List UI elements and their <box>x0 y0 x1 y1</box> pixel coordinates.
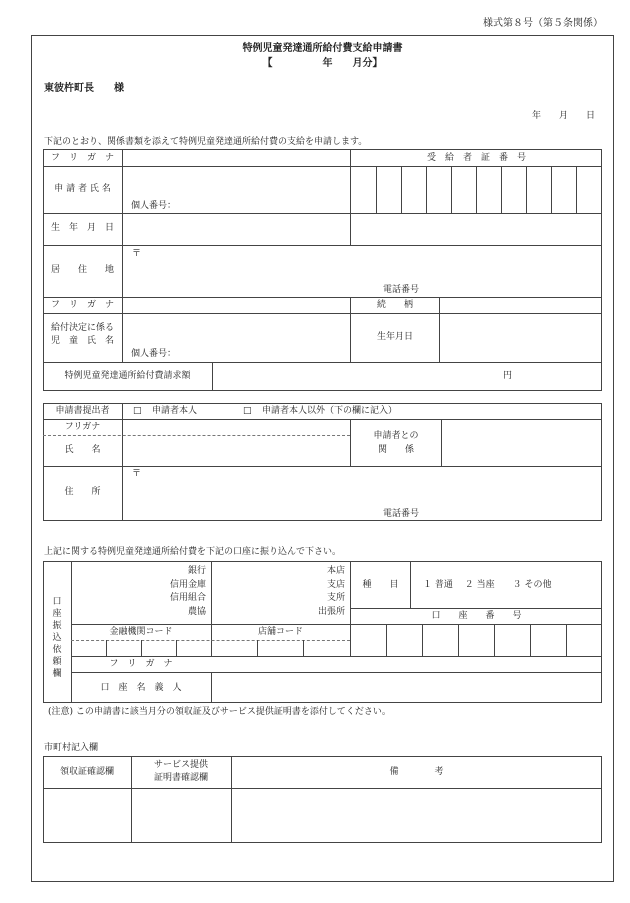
branch-type-branch: 支店 <box>326 580 345 590</box>
bank-side-label: 口座振込依頼欄 <box>52 597 62 679</box>
child-my-number-label: 個人番号： <box>131 349 177 359</box>
service-check-label-1: サービス提供 <box>153 760 208 770</box>
bank-intro-text: 上記に関する特例児童発達通所給付費を下記の口座に振り込んで下さい。 <box>44 547 342 557</box>
applicant-table <box>43 149 602 391</box>
phone-label: 電話番号 <box>383 285 420 295</box>
relationship-label: 続 柄 <box>376 300 413 310</box>
submitter-relation-label-1: 申請者との <box>373 431 419 441</box>
submitter-postal-mark: 〒 <box>132 469 142 479</box>
child-furigana-label: フ リ ガ ナ <box>50 300 114 310</box>
form-title: 特例児童発達通所給付費支給申請書 <box>242 43 403 54</box>
branch-type-head: 本店 <box>326 566 345 576</box>
recipient-number-label: 受 給 者 証 番 号 <box>426 153 526 163</box>
inst-type-nokyo: 農協 <box>187 607 206 617</box>
inst-type-shinkumi: 信用組合 <box>169 593 206 603</box>
account-kind-options: １ 普通 ２ 当座 ３ その他 <box>423 580 552 590</box>
remarks-label: 備 考 <box>389 767 444 777</box>
attachment-note: (注意) この申請書に該当月分の領収証及びサービス提供証明書を添付してください。 <box>48 707 391 717</box>
yen-label: 円 <box>503 371 513 381</box>
claim-amount-label: 特例児童発達通所給付費請求額 <box>64 371 191 381</box>
inst-type-bank: 銀行 <box>187 566 206 576</box>
birthdate-label: 生 年 月 日 <box>50 223 114 233</box>
form-number: 様式第８号（第５条関係） <box>483 18 603 29</box>
applicant-my-number-label: 個人番号： <box>131 201 177 211</box>
intro-text: 下記のとおり、関係書類を添えて特例児童発達通所給付費の支給を申請します。 <box>44 137 368 147</box>
submitter-label: 申請書提出者 <box>55 406 110 416</box>
submitter-self-label: 申請者本人 <box>152 406 198 416</box>
form-subtitle: 【 年 月分】 <box>262 58 383 69</box>
inst-type-shinkin: 信用金庫 <box>169 580 206 590</box>
applicant-furigana-label: フ リ ガ ナ <box>50 153 114 163</box>
addressee: 東彼杵町長 様 <box>44 83 124 94</box>
account-kind-label: 種 目 <box>362 580 399 590</box>
child-birthdate-label: 生年月日 <box>376 332 413 342</box>
child-name-label-1: 給付決定に係る <box>50 323 114 333</box>
submitter-self-checkbox[interactable]: □ <box>133 406 142 416</box>
address-label: 居 住 地 <box>50 265 114 275</box>
submitter-relation-label-2: 関 係 <box>377 445 414 455</box>
account-number-label: 口 座 番 号 <box>431 611 522 621</box>
branch-code-label: 店舗コード <box>257 627 303 637</box>
branch-type-sub: 支所 <box>326 593 345 603</box>
branch-type-office: 出張所 <box>317 607 345 617</box>
applicant-name-label: 申 請 者 氏 名 <box>54 184 111 194</box>
submitter-furigana-label: フリガナ <box>64 422 101 432</box>
municipal-heading: 市町村記入欄 <box>44 743 99 753</box>
postal-mark: 〒 <box>132 249 142 259</box>
submitter-phone-label: 電話番号 <box>383 509 420 519</box>
submitter-name-label: 氏 名 <box>64 445 101 455</box>
submitter-other-label: 申請者本人以外（下の欄に記入） <box>262 406 398 416</box>
submitter-table <box>43 403 602 521</box>
holder-furigana-label: フ リ ガ ナ <box>109 659 173 669</box>
child-name-label-2: 児 童 氏 名 <box>50 336 114 346</box>
holder-name-label: 口 座 名 義 人 <box>100 683 182 693</box>
inst-code-label: 金融機関コード <box>109 627 173 637</box>
submitter-address-label: 住 所 <box>64 487 101 497</box>
submitter-other-checkbox[interactable]: □ <box>243 406 252 416</box>
service-check-label-2: 証明書確認欄 <box>153 773 208 783</box>
date-line: 年 月 日 <box>532 111 596 121</box>
receipt-check-label: 領収証確認欄 <box>59 767 114 777</box>
